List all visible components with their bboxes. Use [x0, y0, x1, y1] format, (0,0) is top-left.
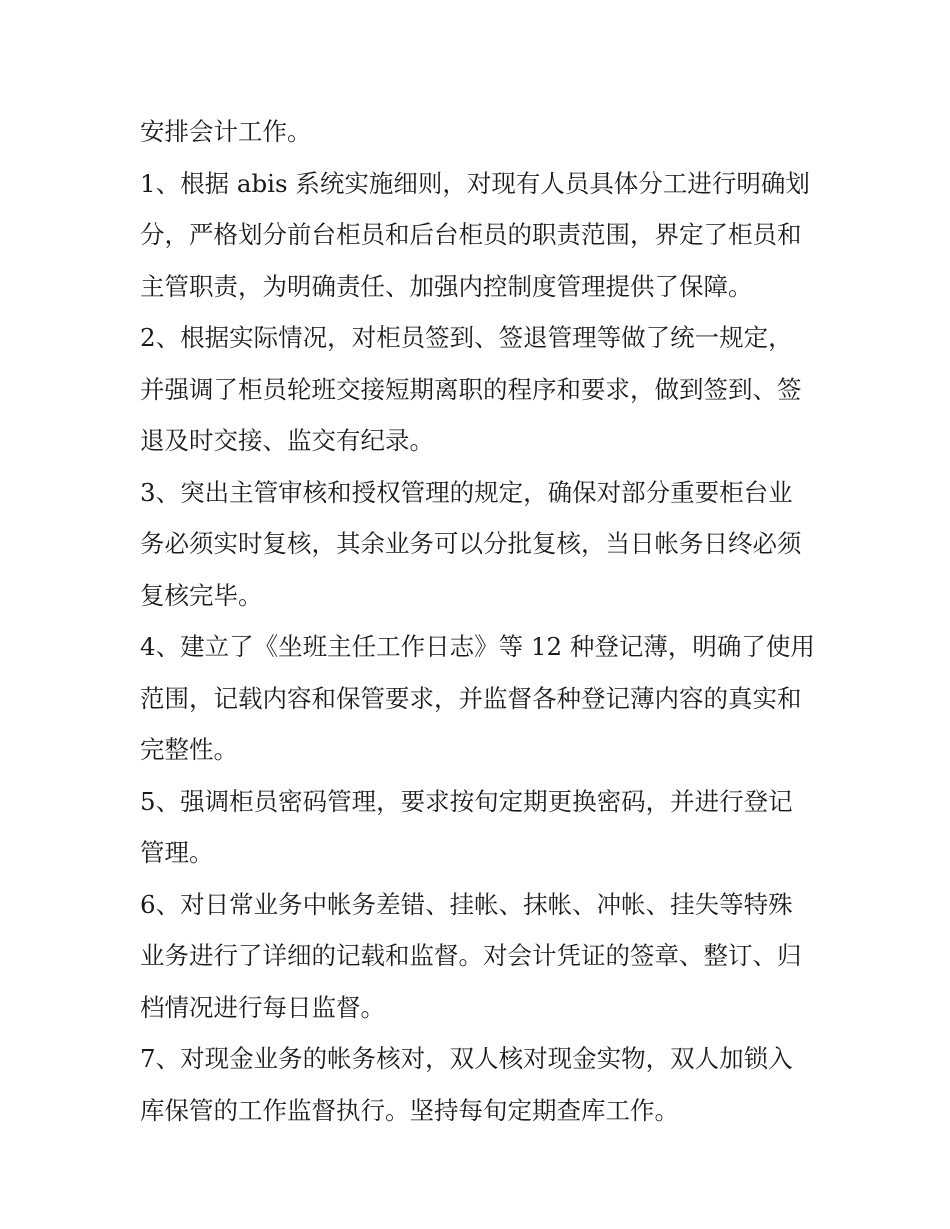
paragraph-intro [140, 106, 820, 158]
text-line: 库保管的工作监督执行。坚持每旬定期查库工作。 [140, 1095, 679, 1125]
text-line: 档情况进行每日监督。 [140, 992, 385, 1022]
text-line: 分，严格划分前台柜员和后台柜员的职责范围，界定了柜员和 [140, 220, 802, 249]
text-line: 1、根据 abis 系统实施细则，对现有人员具体分工进行明确划 [140, 168, 810, 198]
text-line: 务必须实时复核，其余业务可以分批复核，当日帐务日终必须 [140, 529, 802, 558]
text-line: 主管职责，为明确责任、加强内控制度管理提供了保障。 [140, 271, 753, 301]
text-line: 3、突出主管审核和授权管理的规定，确保对部分重要柜台业 [140, 477, 793, 507]
text-line: 复核完毕。 [140, 580, 263, 610]
text-line: 4、建立了《坐班主任工作日志》等 12 种登记薄，明确了使用 [140, 632, 815, 661]
text-line: 6、对日常业务中帐务差错、挂帐、抹帐、冲帐、挂失等特殊 [140, 889, 793, 919]
text-line: 5、强调柜员密码管理，要求按旬定期更换密码，并进行登记 [140, 786, 793, 816]
text-line: 并强调了柜员轮班交接短期离职的程序和要求，做到签到、签 [140, 374, 802, 404]
paragraph-item-4 [140, 621, 820, 776]
paragraph-item-6 [140, 879, 820, 1034]
paragraph-item-2 [140, 312, 820, 467]
document-body [140, 106, 820, 1136]
paragraph-item-7 [140, 1033, 820, 1136]
text-line: 安排会计工作。 [140, 117, 312, 146]
text-line: 7、对现金业务的帐务核对，双人核对现金实物，双人加锁入 [140, 1044, 793, 1073]
paragraph-item-1 [140, 158, 820, 313]
text-line: 2、根据实际情况，对柜员签到、签退管理等做了统一规定， [140, 323, 793, 352]
text-line: 业务进行了详细的记载和监督。对会计凭证的签章、整订、归 [140, 941, 802, 970]
text-line: 完整性。 [140, 735, 238, 764]
text-line: 范围，记载内容和保管要求，并监督各种登记薄内容的真实和 [140, 683, 802, 713]
text-line: 退及时交接、监交有纪录。 [140, 426, 434, 455]
paragraph-item-5 [140, 776, 820, 879]
text-line: 管理。 [140, 838, 214, 867]
paragraph-item-3 [140, 467, 820, 622]
